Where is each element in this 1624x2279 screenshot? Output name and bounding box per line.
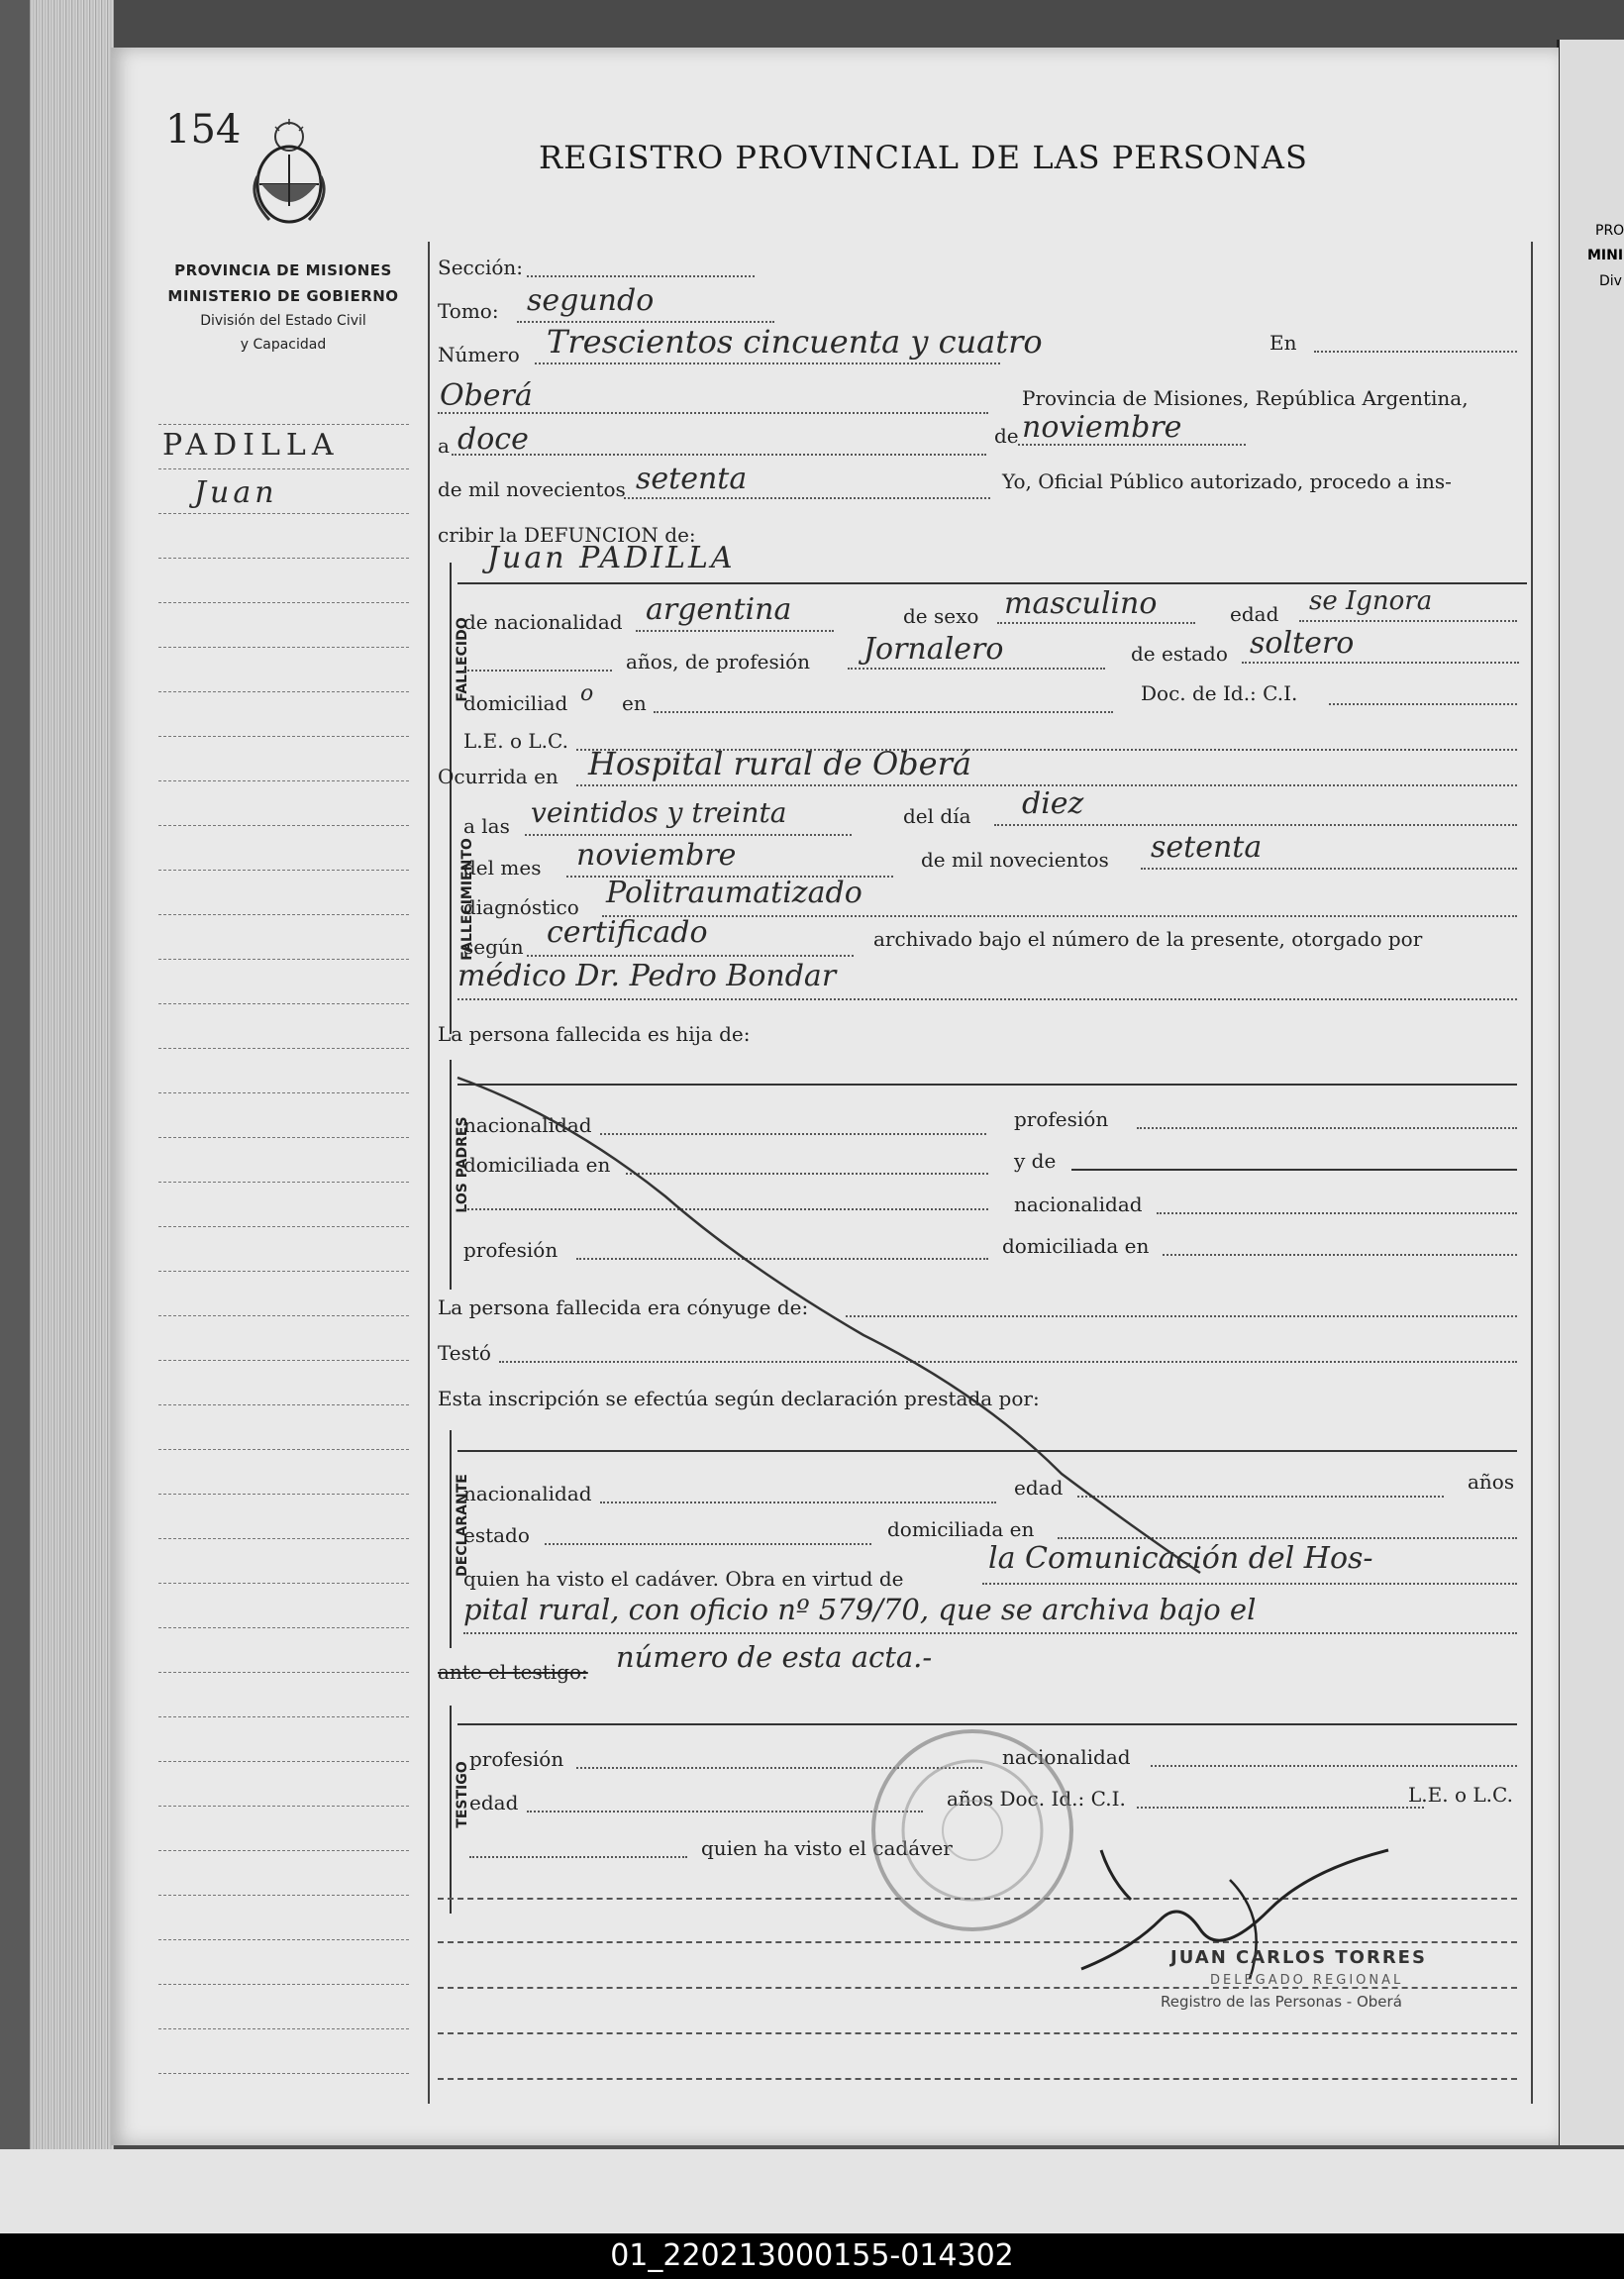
line-edad: [1299, 620, 1517, 622]
line-doc: [1329, 703, 1517, 705]
value-anio-fall: setenta: [1151, 830, 1263, 865]
margin-ruled-line: [158, 1672, 409, 1673]
value-nombre: Juan PADILLA: [487, 541, 736, 575]
side-label-fallecido: FALLECIDO: [455, 617, 470, 702]
next-page-text-1: PRO: [1595, 223, 1624, 239]
value-mes-fall: noviembre: [576, 838, 737, 873]
label-ante: ante el testigo:: [438, 1660, 588, 1684]
label-nacionalidad: de nacionalidad: [463, 610, 623, 634]
value-mes: noviembre: [1022, 410, 1182, 445]
label-numero: Número: [438, 343, 520, 366]
margin-ruled-line: [158, 1761, 409, 1762]
label-tomo: Tomo:: [438, 299, 499, 323]
line-madre-domiciliada: [1163, 1254, 1517, 1256]
value-ocurrida: Hospital rural de Oberá: [588, 745, 971, 782]
label-del-dia: del día: [903, 804, 971, 828]
label-domiciliado: domiciliad: [463, 691, 568, 715]
label-a: a: [438, 434, 450, 458]
next-page-text-3: Div: [1599, 273, 1622, 289]
side-label-fallecimiento: FALLECIMIENTO: [459, 838, 475, 961]
header-ministry: MINISTERIO DE GOBIERNO: [167, 287, 399, 305]
margin-ruled-line: [158, 1583, 409, 1584]
register-page: [111, 48, 1559, 2145]
label-diagnostico: diagnóstico: [463, 895, 579, 919]
line-diagnostico: [602, 915, 1517, 917]
margin-given-name: Juan: [194, 475, 278, 510]
image-caption: 01_220213000155-014302: [0, 2233, 1624, 2279]
margin-ruled-line: [158, 2028, 409, 2029]
margin-ruled-line: [158, 1271, 409, 1272]
side-label-declarante: DECLARANTE: [455, 1474, 470, 1577]
margin-ruled-line: [158, 558, 409, 559]
label-madre-nacionalidad: nacionalidad: [1014, 1192, 1143, 1216]
label-padre-yde: y de: [1014, 1149, 1057, 1173]
line-lugar: [438, 412, 988, 414]
line-mes: [1018, 444, 1246, 446]
label-provincia: Provincia de Misiones, República Argentina,: [1022, 386, 1469, 410]
margin-ruled-line: [158, 1716, 409, 1717]
label-del-mes: del mes: [463, 856, 542, 880]
label-archivado: archivado bajo el número de la presente, otorgado por: [873, 927, 1423, 951]
form-right-border: [1531, 242, 1533, 2104]
fallecimiento-bracket: [450, 800, 452, 1034]
margin-ruled-line: [158, 1449, 409, 1450]
testigo-bracket: [450, 1706, 452, 1914]
label-oficial: Yo, Oficial Público autorizado, procedo a ins-: [1002, 469, 1452, 493]
label-a-las: a las: [463, 814, 510, 838]
line-dia: [452, 454, 986, 456]
margin-ruled-line: [158, 1003, 409, 1004]
value-numero: Trescientos cincuenta y cuatro: [547, 323, 1043, 361]
ruled-line: [438, 2078, 1517, 2080]
line-segun: [527, 955, 854, 957]
line-decl-domiciliada: [1058, 1537, 1517, 1539]
margin-ruled-line: [158, 1404, 409, 1405]
value-sexo: masculino: [1004, 586, 1158, 621]
margin-ruled-line: [158, 1850, 409, 1851]
margin-ruled-line: [158, 2073, 409, 2074]
label-madre-profesion: profesión: [463, 1238, 558, 1262]
label-sexo: de sexo: [903, 604, 979, 628]
margin-ruled-line: [158, 1939, 409, 1940]
side-label-padres: LOS PADRES: [455, 1116, 470, 1213]
label-le: L.E. o L.C.: [463, 729, 568, 753]
label-testo: Testó: [438, 1341, 491, 1365]
next-page: [1557, 40, 1624, 2145]
margin-ruled-line: [158, 468, 409, 469]
padres-bracket: [450, 1060, 452, 1290]
margin-ruled-line: [158, 1627, 409, 1628]
page-number: 154: [165, 107, 242, 153]
line-decl-edad: [1077, 1496, 1444, 1498]
line-obra-1: [982, 1583, 1517, 1585]
book-cover: [0, 0, 30, 2149]
value-hora: veintidos y treinta: [531, 796, 787, 829]
value-edad: se Ignora: [1309, 586, 1433, 616]
margin-ruled-line: [158, 1895, 409, 1896]
line-testigo-nacionalidad: [1151, 1765, 1517, 1767]
value-profesion: Jornalero: [863, 632, 1004, 667]
header-capacity: y Capacidad: [240, 337, 327, 353]
signatory-name: JUAN CARLOS TORRES: [1170, 1947, 1427, 1968]
label-decl-estado: estado: [463, 1523, 530, 1547]
value-medico: médico Dr. Pedro Bondar: [457, 959, 837, 993]
declarante-bracket: [450, 1430, 452, 1648]
line-numero: [535, 363, 1000, 364]
margin-ruled-line: [158, 1806, 409, 1807]
line-estado: [1242, 662, 1519, 664]
label-hija: La persona fallecida es hija de:: [438, 1022, 751, 1046]
value-anio: setenta: [636, 462, 748, 496]
label-padre-profesion: profesión: [1014, 1107, 1109, 1131]
line-padre-domiciliada: [626, 1173, 988, 1175]
line-madre-nombre: [1071, 1169, 1517, 1171]
margin-ruled-line: [158, 513, 409, 514]
label-seccion: Sección:: [438, 256, 523, 279]
line-sexo: [997, 622, 1195, 624]
line-testigo-extra: [469, 1856, 687, 1858]
label-testigo-nacionalidad: nacionalidad: [1002, 1745, 1131, 1769]
label-inscribir: cribir la DEFUNCION de:: [438, 523, 696, 547]
label-estado: de estado: [1131, 642, 1228, 666]
label-testigo-edad: edad: [469, 1791, 519, 1814]
label-en: En: [1269, 331, 1297, 355]
label-decl-domiciliada: domiciliada en: [887, 1517, 1035, 1541]
value-estado: soltero: [1250, 626, 1355, 661]
line-anio: [624, 497, 990, 499]
margin-ruled-line: [158, 1494, 409, 1495]
label-testigo-quien: quien ha visto el cadáver: [701, 1836, 953, 1860]
line-medico: [457, 998, 1517, 1000]
label-segun: según: [463, 935, 524, 959]
value-obra-3: número de esta acta.-: [616, 1640, 933, 1674]
margin-ruled-line: [158, 647, 409, 648]
margin-ruled-line: [158, 1315, 409, 1316]
line-seccion: [527, 275, 755, 277]
label-decl-anos: años: [1468, 1470, 1515, 1494]
next-page-text-2: MINI: [1587, 248, 1624, 263]
margin-ruled-line: [158, 1048, 409, 1049]
label-testigo-anos: años Doc. Id.: C.I.: [947, 1787, 1126, 1811]
line-profesion: [848, 668, 1105, 670]
line-en: [1314, 351, 1517, 353]
line-conyuge: [846, 1315, 1517, 1317]
line-hora: [525, 834, 852, 836]
line-decl-nacionalidad: [600, 1502, 996, 1503]
value-tomo: segundo: [527, 283, 655, 318]
line-dia-fall: [994, 824, 1517, 826]
header-province: PROVINCIA DE MISIONES: [174, 261, 392, 279]
margin-ruled-line: [158, 780, 409, 781]
line-madre-profesion: [576, 1258, 988, 1260]
label-testigo-profesion: profesión: [469, 1747, 564, 1771]
label-de-mil: de mil novecientos: [921, 848, 1109, 872]
label-testigo-le: L.E. o L.C.: [1408, 1783, 1513, 1807]
margin-ruled-line: [158, 691, 409, 692]
margin-ruled-line: [158, 959, 409, 960]
value-dia: doce: [457, 422, 529, 457]
coat-of-arms-icon: [240, 117, 339, 228]
line-padre-extra: [463, 1208, 988, 1210]
margin-ruled-line: [158, 1092, 409, 1093]
label-ocurrida: Ocurrida en: [438, 765, 558, 788]
label-conyuge: La persona fallecida era cónyuge de:: [438, 1295, 809, 1319]
label-decl-nacionalidad: nacionalidad: [463, 1482, 592, 1505]
label-decl-edad: edad: [1014, 1476, 1064, 1500]
label-padre-domiciliada: domiciliada en: [463, 1153, 611, 1177]
label-inscripcion: Esta inscripción se efectúa según declaración prestada por:: [438, 1387, 1040, 1410]
value-segun: certificado: [547, 915, 708, 950]
page-title: REGISTRO PROVINCIAL DE LAS PERSONAS: [539, 139, 1308, 176]
margin-ruled-line: [158, 1360, 409, 1361]
line-decl-estado: [545, 1543, 871, 1545]
signatory-office: Registro de las Personas - Oberá: [1161, 1993, 1402, 2011]
label-de: de: [994, 424, 1019, 448]
line-anos: [463, 670, 612, 672]
label-madre-domiciliada: domiciliada en: [1002, 1234, 1150, 1258]
label-doc: Doc. de Id.: C.I.: [1141, 681, 1298, 705]
margin-ruled-line: [158, 1984, 409, 1985]
label-edad: edad: [1230, 602, 1279, 626]
margin-surname: PADILLA: [162, 428, 340, 463]
label-decl-quien: quien ha visto el cadáver. Obra en virtud de: [463, 1567, 904, 1591]
side-label-testigo: TESTIGO: [455, 1761, 470, 1828]
value-nacionalidad: argentina: [646, 592, 792, 627]
margin-ruled-line: [158, 870, 409, 871]
value-dia-fall: diez: [1022, 786, 1084, 821]
line-obra-2: [463, 1632, 1517, 1634]
line-nombre: [457, 582, 1527, 584]
margin-ruled-line: [158, 914, 409, 915]
line-madre-nacionalidad: [1157, 1212, 1517, 1214]
margin-ruled-line: [158, 825, 409, 826]
value-diagnostico: Politraumatizado: [606, 876, 863, 910]
margin-ruled-line: [158, 736, 409, 737]
label-padre-nacionalidad: nacionalidad: [463, 1113, 592, 1137]
value-obra-2: pital rural, con oficio nº 579/70, que se archiva bajo el: [463, 1593, 1257, 1626]
margin-ruled-line: [158, 602, 409, 603]
margin-ruled-line: [158, 1182, 409, 1183]
bottom-strip: [0, 2149, 1624, 2233]
label-anos-profesion: años, de profesión: [626, 650, 811, 673]
line-anio-fall: [1141, 868, 1517, 870]
line-declarante-nombre: [457, 1450, 1517, 1452]
header-division: División del Estado Civil: [200, 313, 366, 329]
label-en2: en: [622, 691, 647, 715]
value-obra-1: la Comunicación del Hos-: [988, 1541, 1373, 1576]
official-seal-icon: [863, 1721, 1081, 1939]
ruled-line: [438, 2032, 1517, 2034]
label-mil: de mil novecientos: [438, 477, 626, 501]
margin-ruled-line: [158, 1226, 409, 1227]
margin-ruled-line: [158, 424, 409, 425]
line-padre-nombre: [457, 1084, 1517, 1086]
signatory-role: DELEGADO REGIONAL: [1210, 1973, 1404, 1988]
value-domiciliado-suffix: o: [580, 681, 594, 706]
form-left-border: [428, 242, 430, 2104]
line-domicilio: [654, 711, 1113, 713]
line-testo: [499, 1361, 1517, 1363]
margin-ruled-line: [158, 1538, 409, 1539]
value-lugar: Oberá: [440, 378, 533, 413]
line-nacionalidad: [636, 630, 834, 632]
line-padre-profesion: [1137, 1127, 1517, 1129]
margin-ruled-line: [158, 1137, 409, 1138]
line-testigo-doc: [1137, 1807, 1424, 1809]
line-padre-nacionalidad: [600, 1133, 986, 1135]
